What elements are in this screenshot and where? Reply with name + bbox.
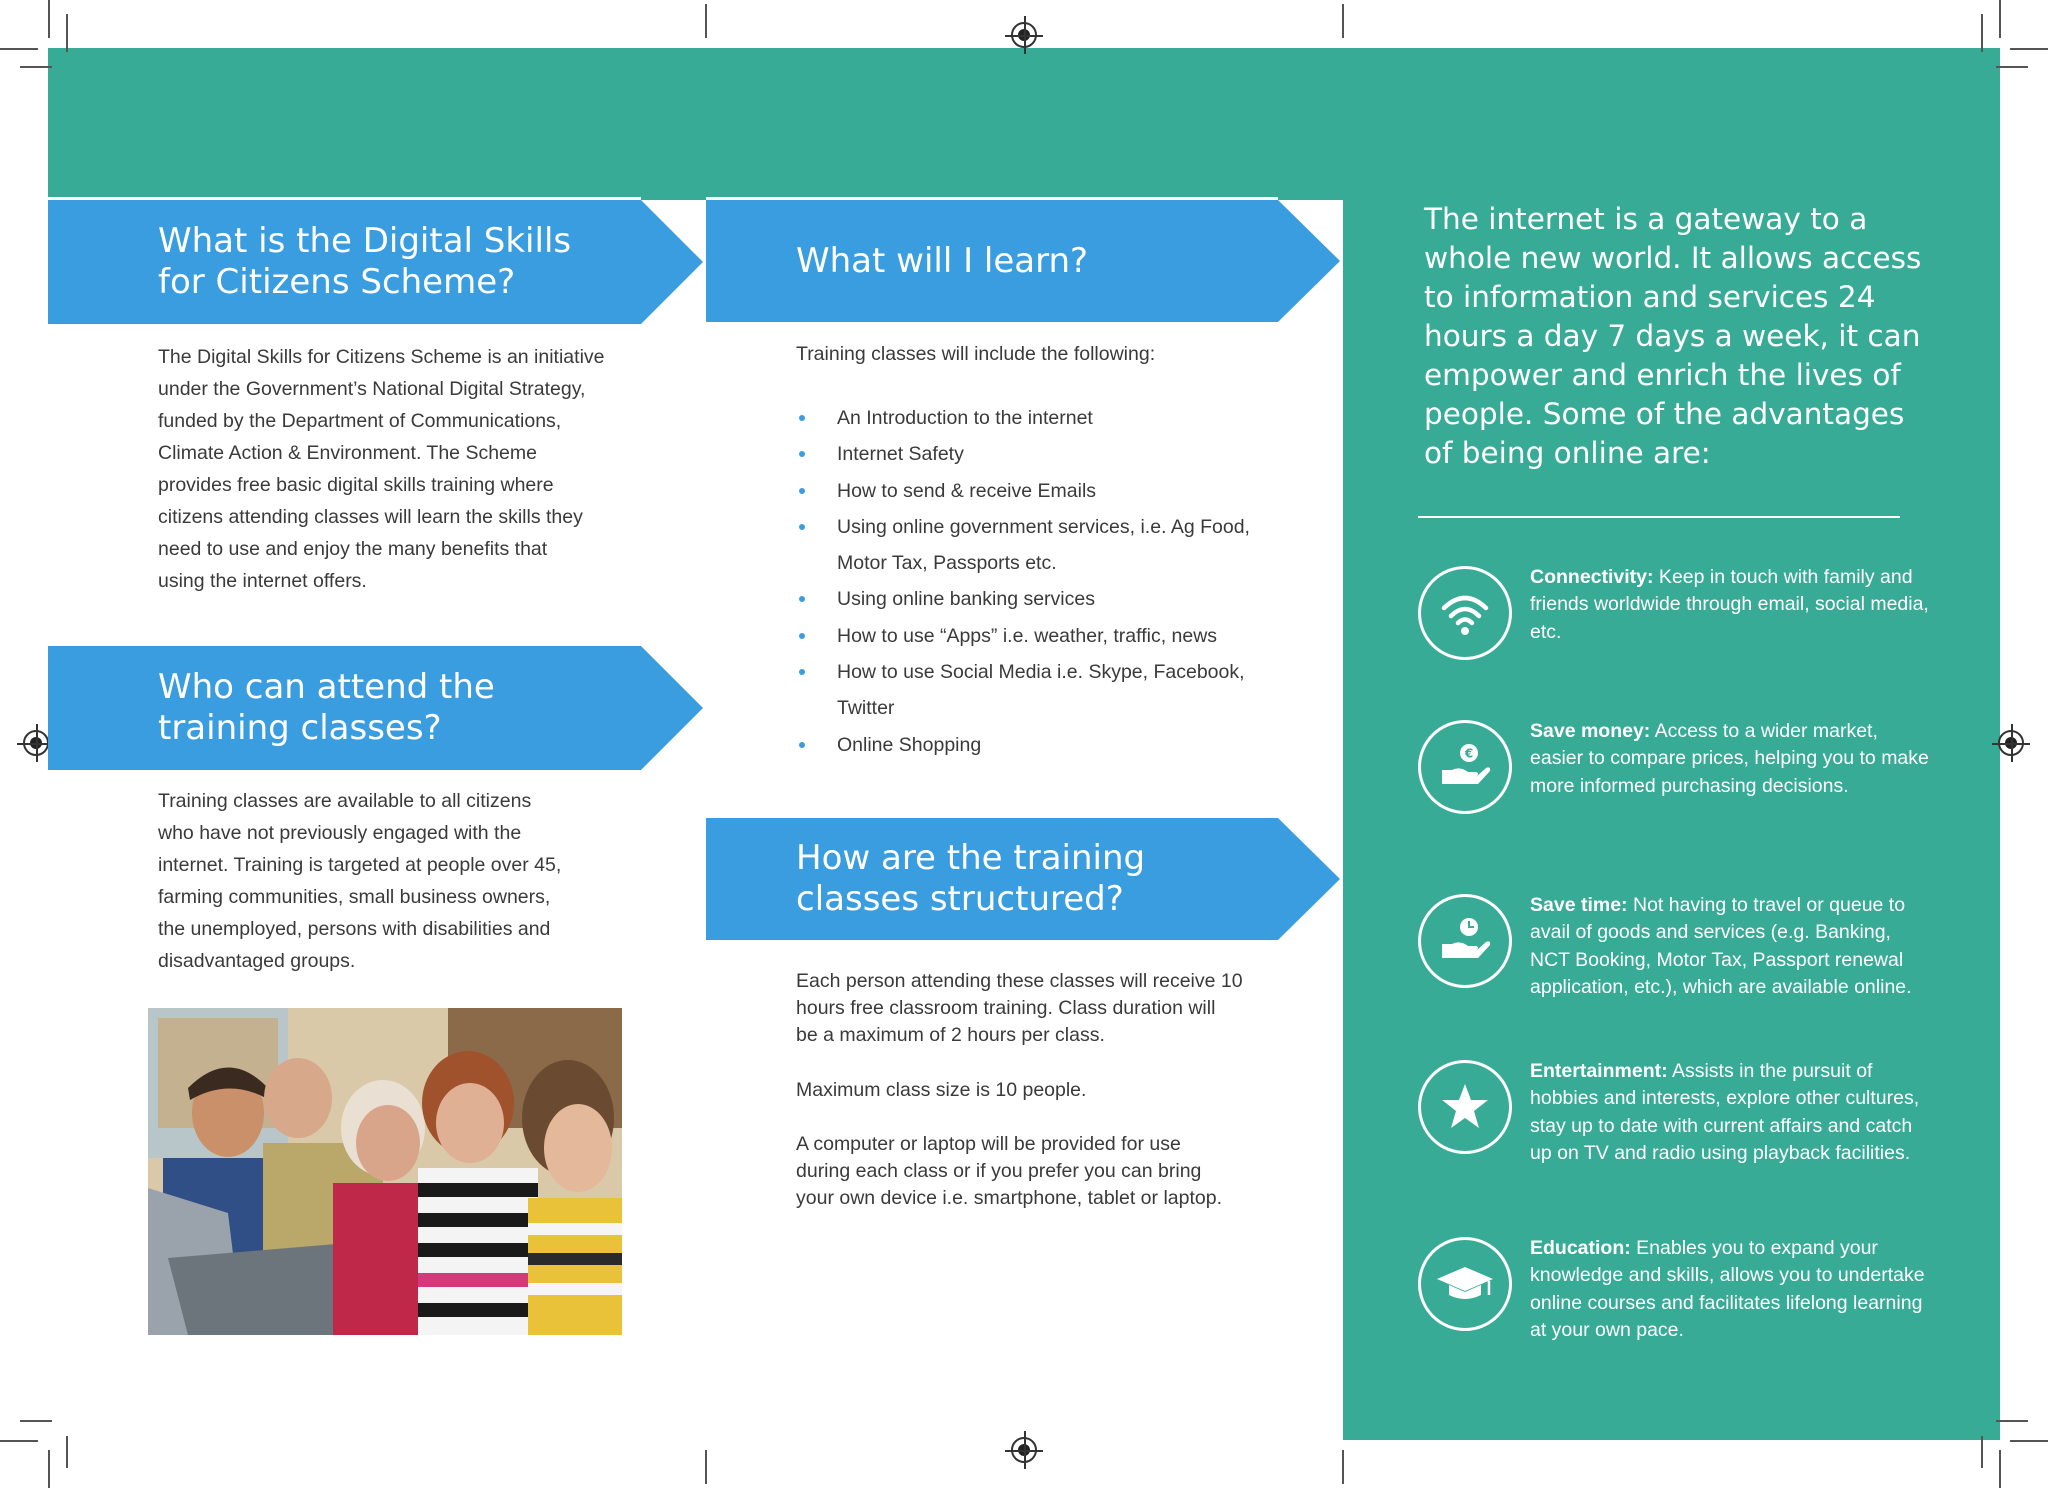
- heading-who-can: Who can attend the training classes?: [158, 667, 495, 748]
- fold-mark: [705, 1450, 707, 1484]
- banner-who-can: [48, 646, 641, 770]
- heading-structure: How are the training classes structured?: [796, 838, 1146, 919]
- crop-mark: [66, 1436, 68, 1468]
- internet-intro: The internet is a gateway to a whole new world. It allows access to information and services 24 hours a day 7 days a week, it can empower and enrich the lives of people. Some of the advantages of being online are:: [1424, 202, 1922, 470]
- registration-mark: [23, 730, 49, 756]
- advantage-text: Connectivity: Keep in touch with family and friends worldwide through email, social media, etc.: [1530, 566, 1929, 643]
- structure-paragraph-1: Each person attending these classes will receive 10 hours free classroom training. Class duration will be a maximum of 2 hours per class.: [796, 970, 1243, 1046]
- crop-mark: [1999, 1450, 2001, 1488]
- list-item: Using online government services, i.e. Ag Food,: [796, 509, 1316, 545]
- list-item: How to use Social Media i.e. Skype, Facebook,: [796, 654, 1316, 690]
- star-icon: [1418, 1060, 1512, 1154]
- banner-structure: [706, 818, 1278, 940]
- crop-mark: [1996, 1420, 2028, 1422]
- crop-mark: [20, 1420, 52, 1422]
- list-item-continued: Motor Tax, Passports etc.: [837, 552, 1057, 575]
- seniors-at-laptops-photo: [148, 1008, 622, 1335]
- crop-mark: [2010, 48, 2048, 50]
- who-can-paragraph: Training classes are available to all citizens who have not previously engaged with the internet. Training is targeted at people over 45, farming communities, small business owners, the unemployed, persons with disabilities and disadvantaged groups.: [158, 790, 562, 972]
- learn-list: [796, 400, 1316, 763]
- crop-mark: [20, 66, 52, 68]
- what-is-paragraph: The Digital Skills for Citizens Scheme is an initiative under the Government’s National Digital Strategy, funded by the Department of Communications, Climate Action & Environment. The Scheme provides free basic digital skills training where citizens attending classes will learn the skills they need to use and enjoy the many benefits that using the internet offers.: [158, 346, 605, 592]
- list-item: Internet Safety: [796, 436, 1316, 472]
- crop-mark: [66, 14, 68, 52]
- crop-mark: [0, 1440, 38, 1442]
- crop-mark: [1999, 0, 2001, 38]
- crop-mark: [1981, 1436, 1983, 1468]
- fold-mark: [705, 4, 707, 38]
- advantage-text: Save money: Access to a wider market, easier to compare prices, helping you to make more informed purchasing decisions.: [1530, 720, 1929, 797]
- advantage-text: Entertainment: Assists in the pursuit of hobbies and interests, explore other cultures, stay up to date with current affairs and catch up on TV and radio using playback facilities.: [1530, 1060, 1920, 1164]
- list-item: An Introduction to the internet: [796, 400, 1316, 436]
- divider: [1418, 516, 1900, 518]
- graduation-cap-icon: [1418, 1237, 1512, 1331]
- list-item: Online Shopping: [796, 727, 1316, 763]
- advantage-text: Save time: Not having to travel or queue to avail of goods and services (e.g. Banking, NCT Booking, Motor Tax, Passport renewal application, etc.), which are available online.: [1530, 894, 1912, 998]
- structure-paragraph-3: A computer or laptop will be provided for use during each class or if you prefer you can bring your own device i.e. smartphone, tablet or laptop.: [796, 1133, 1222, 1209]
- fold-mark: [1342, 4, 1344, 38]
- hand-clock-icon: [1418, 894, 1512, 988]
- svg-text:€: €: [1464, 746, 1474, 761]
- list-item-continued: Twitter: [837, 697, 895, 720]
- advantage-text: Education: Enables you to expand your knowledge and skills, allows you to undertake online courses and facilitates lifelong learning at your own pace.: [1530, 1237, 1925, 1341]
- crop-mark: [0, 48, 38, 50]
- list-item: How to use “Apps” i.e. weather, traffic, news: [796, 618, 1316, 654]
- heading-what-learn: What will I learn?: [796, 240, 1089, 281]
- registration-mark: [1998, 730, 2024, 756]
- list-item: Using online banking services: [796, 581, 1316, 617]
- registration-mark: [1011, 1437, 1037, 1463]
- fold-mark: [1342, 1450, 1344, 1484]
- hand-euro-icon: [1418, 720, 1512, 814]
- structure-paragraph-2: Maximum class size is 10 people.: [796, 1079, 1087, 1101]
- list-item: How to send & receive Emails: [796, 473, 1316, 509]
- crop-mark: [48, 0, 50, 38]
- banner-what-is: [48, 200, 641, 324]
- registration-mark: [1011, 22, 1037, 48]
- crop-mark: [1981, 14, 1983, 52]
- crop-mark: [1996, 66, 2028, 68]
- wifi-icon: [1418, 566, 1512, 660]
- learn-intro: Training classes will include the following:: [796, 343, 1156, 365]
- heading-what-is: What is the Digital Skills for Citizens Scheme?: [158, 221, 572, 302]
- banner-what-learn: [706, 200, 1278, 322]
- crop-mark: [48, 1450, 50, 1488]
- crop-mark: [2010, 1440, 2048, 1442]
